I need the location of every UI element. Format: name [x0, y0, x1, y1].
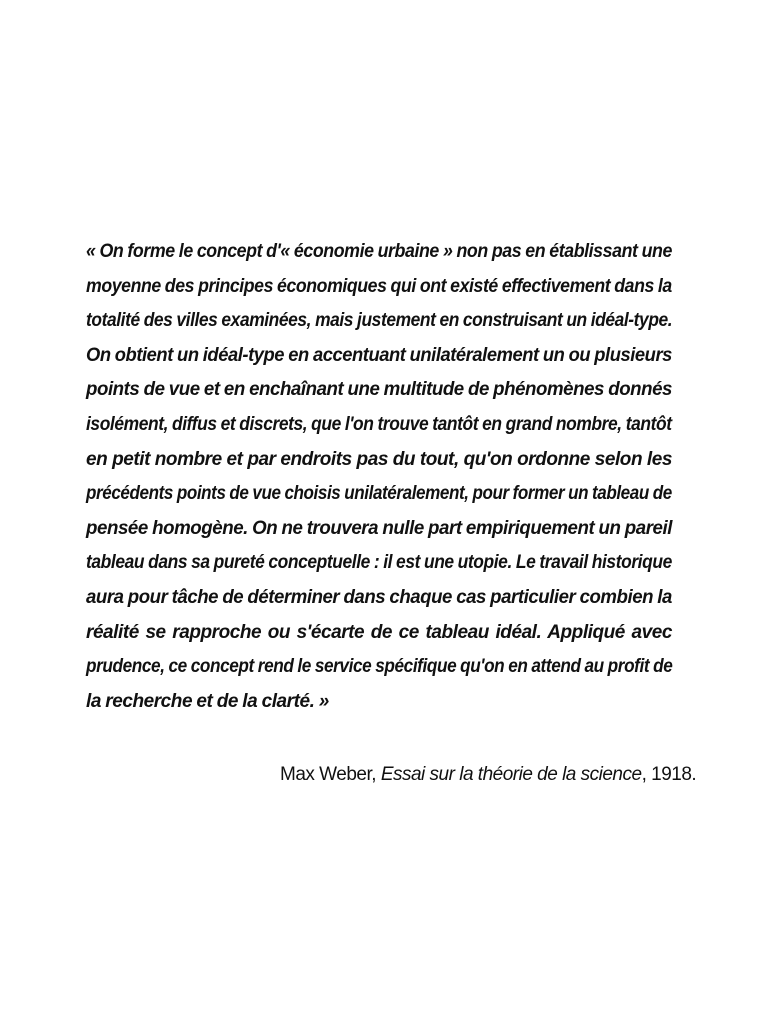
quote-line: pensée homogène. On ne trouvera nulle part empiriquement un pareil: [86, 517, 673, 539]
quote-line: tableau dans sa pureté conceptuelle : il est une utopie. Le travail historique: [86, 552, 672, 574]
quote-line: On obtient un idéal-type en accentuant unilatéralement un ou plusieurs: [86, 344, 672, 366]
citation-title: Essai sur la théorie de la science: [380, 764, 642, 785]
quote-line: aura pour tâche de déterminer dans chaque cas particulier combien la: [86, 586, 672, 608]
citation-year: , 1918.: [641, 764, 697, 785]
quote-line: isolément, diffus et discrets, que l'on trouve tantôt en grand nombre, tantôt: [86, 413, 672, 435]
quote-line: précédents points de vue choisis unilatéralement, pour former un tableau de: [86, 483, 672, 505]
quote-line: réalité se rapproche ou s'écarte de ce tableau idéal. Appliqué avec: [86, 621, 672, 643]
quote-line: moyenne des principes économiques qui ont existé effectivement dans la: [86, 275, 672, 297]
quote-line: totalité des villes examinées, mais justement en construisant un idéal-type.: [86, 310, 673, 332]
quote-line: en petit nombre et par endroits pas du tout, qu'on ordonne selon les: [86, 448, 672, 470]
quote-line: la recherche et de la clarté. »: [86, 690, 329, 712]
quote-line: points de vue et en enchaînant une multitude de phénomènes donnés: [86, 379, 672, 401]
quote-line: « On forme le concept d'« économie urbaine » non pas en établissant une: [86, 241, 672, 262]
citation: [280, 762, 697, 788]
quote-paragraph: [86, 235, 672, 719]
citation-author: Max Weber,: [280, 764, 381, 785]
quote-line: prudence, ce concept rend le service spécifique qu'on en attend au profit de: [86, 656, 673, 678]
